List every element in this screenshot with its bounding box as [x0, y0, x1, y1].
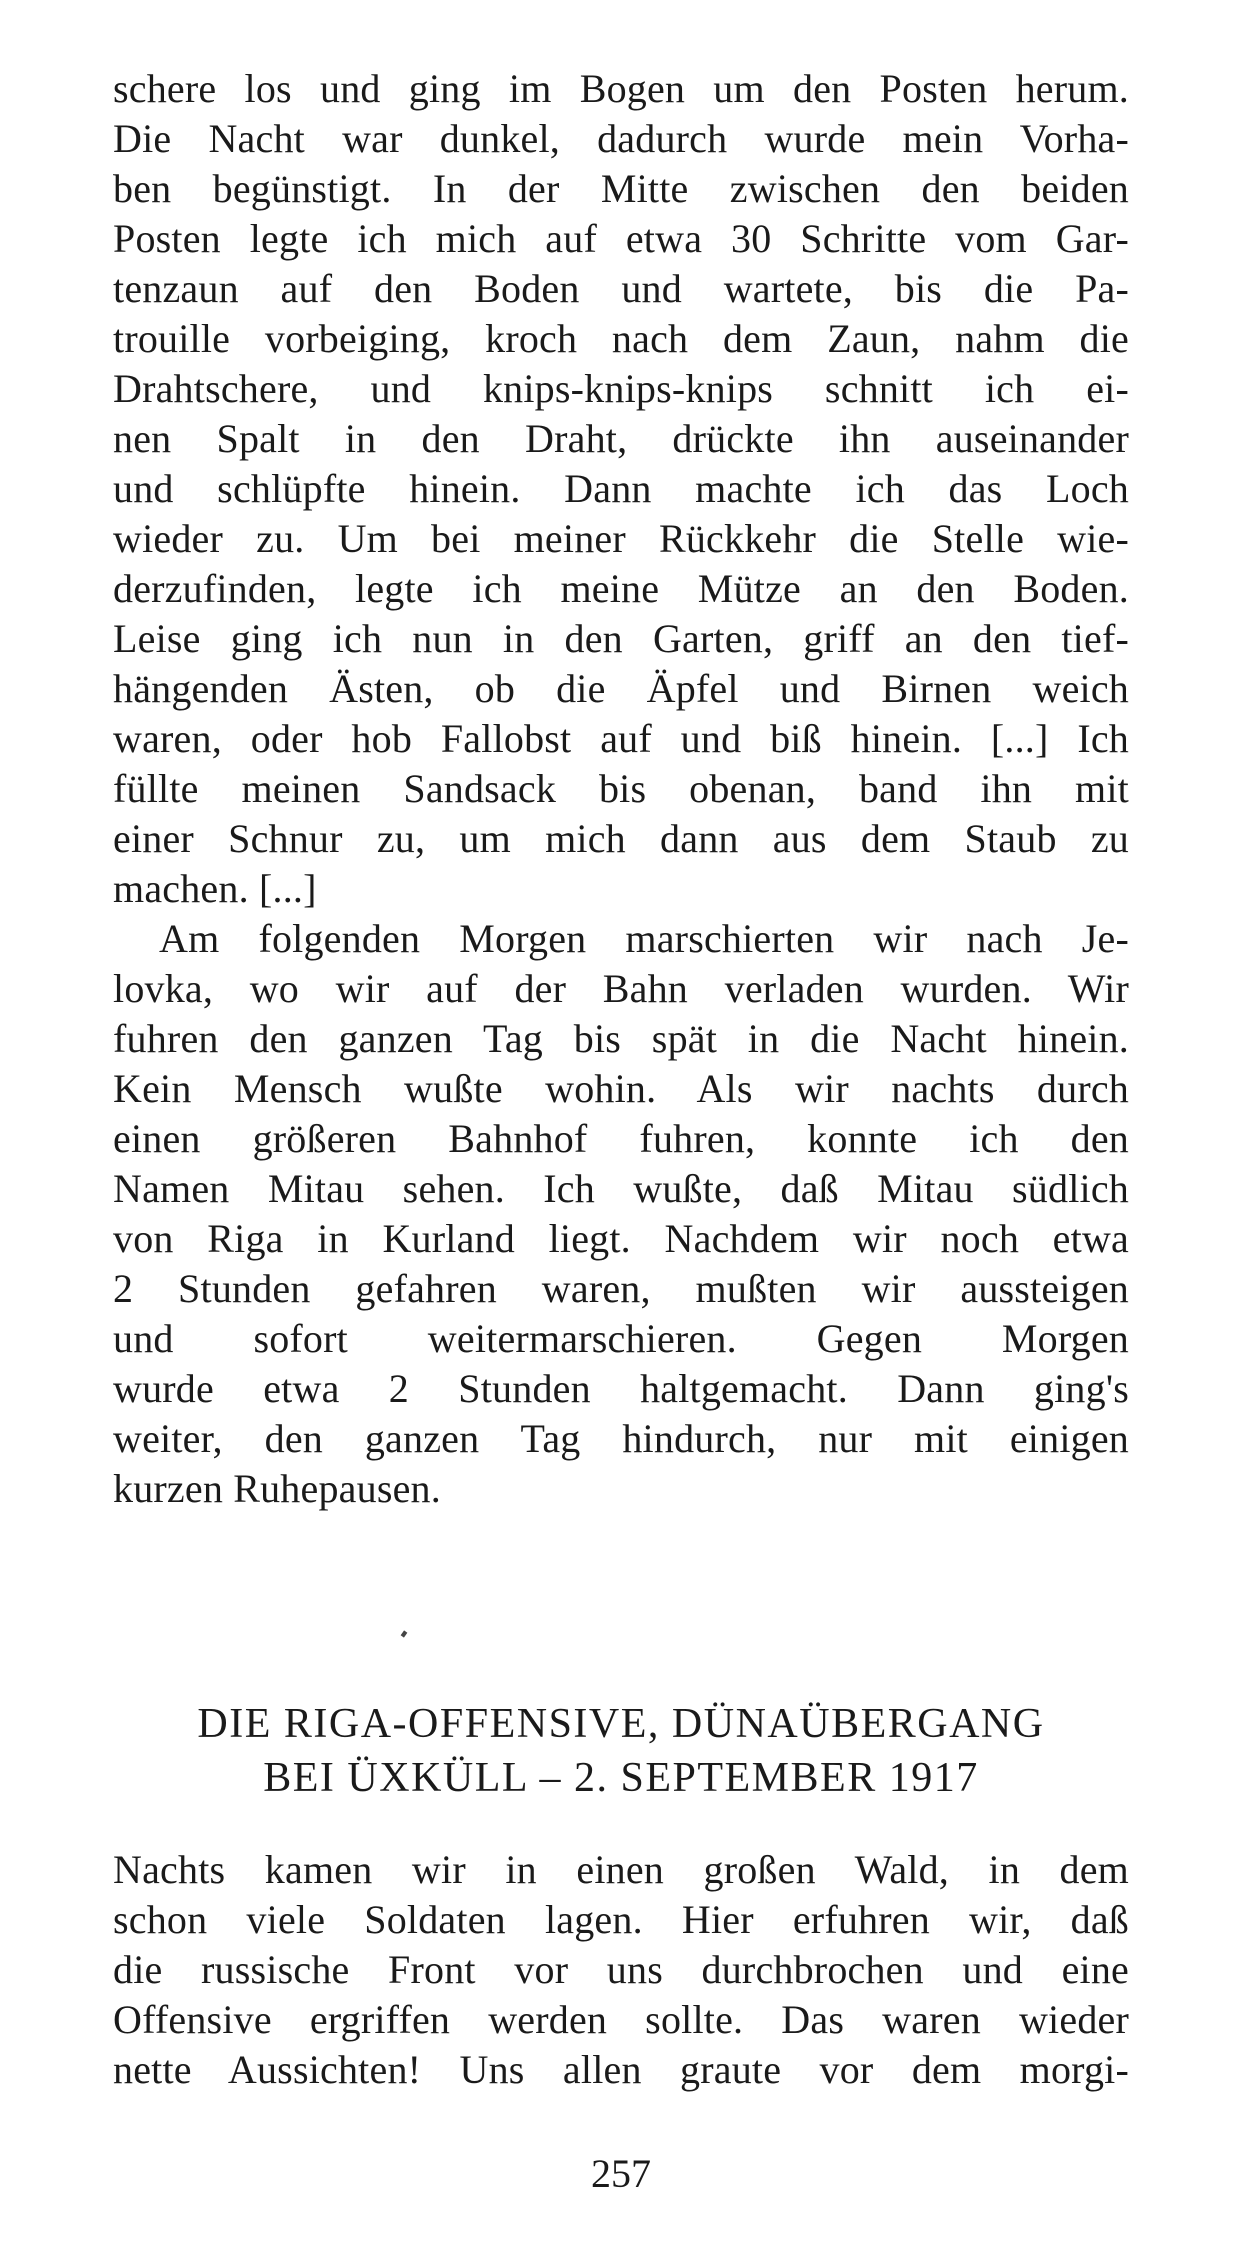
text-line: fuhren den ganzen Tag bis spät in die Nacht hinein.	[113, 1016, 1129, 1061]
text-line: Posten legte ich mich auf etwa 30 Schritte vom Gar-	[113, 216, 1129, 261]
text-line: von Riga in Kurland liegt. Nachdem wir noch etwa	[113, 1216, 1129, 1261]
text-line: Am folgenden Morgen marschierten wir nach Je-	[159, 916, 1129, 961]
text-line: 2 Stunden gefahren waren, mußten wir aussteigen	[113, 1266, 1129, 1311]
text-line: Die Nacht war dunkel, dadurch wurde mein Vorha-	[113, 116, 1129, 161]
book-page	[113, 64, 1129, 2204]
text-line: derzufinden, legte ich meine Mütze an den Boden.	[113, 566, 1129, 611]
text-line: waren, oder hob Fallobst auf und biß hinein. [...] Ich	[113, 716, 1129, 761]
text-line: hängenden Ästen, ob die Äpfel und Birnen weich	[113, 666, 1129, 711]
heading-line: DIE RIGA-OFFENSIVE, DÜNAÜBERGANG	[197, 1701, 1045, 1747]
paragraph-journey	[113, 914, 1129, 1514]
text-line: Leise ging ich nun in den Garten, griff an den tief-	[113, 616, 1129, 661]
text-line: nen Spalt in den Draht, drückte ihn auseinander	[113, 416, 1129, 461]
text-line: und schlüpfte hinein. Dann machte ich das Loch	[113, 466, 1129, 511]
text-line: trouille vorbeiging, kroch nach dem Zaun, nahm die	[113, 316, 1129, 361]
text-line: tenzaun auf den Boden und wartete, bis die Pa-	[113, 266, 1129, 311]
text-line: Offensive ergriffen werden sollte. Das waren wieder	[113, 1997, 1129, 2042]
text-line: die russische Front vor uns durchbrochen und eine	[113, 1947, 1129, 1992]
text-line: Drahtschere, und knips-knips-knips schnitt ich ei-	[113, 366, 1129, 411]
text-line: schere los und ging im Bogen um den Posten herum.	[113, 66, 1129, 111]
text-line: kurzen Ruhepausen.	[113, 1466, 441, 1511]
text-line: ben begünstigt. In der Mitte zwischen den beiden	[113, 166, 1129, 211]
section-heading	[113, 1697, 1129, 1805]
body-text-block	[113, 64, 1129, 1514]
text-line: Namen Mitau sehen. Ich wußte, daß Mitau südlich	[113, 1166, 1129, 1211]
print-speck	[401, 1630, 408, 1637]
text-line: einen größeren Bahnhof fuhren, konnte ich den	[113, 1116, 1129, 1161]
text-line: schon viele Soldaten lagen. Hier erfuhren wir, daß	[113, 1897, 1129, 1942]
text-line: einer Schnur zu, um mich dann aus dem Staub zu	[113, 816, 1129, 861]
text-line: wieder zu. Um bei meiner Rückkehr die Stelle wie-	[113, 516, 1129, 561]
text-line: wurde etwa 2 Stunden haltgemacht. Dann ging's	[113, 1366, 1129, 1411]
page-number: 257	[591, 2151, 651, 2196]
text-line: machen. [...]	[113, 866, 317, 911]
text-line: weiter, den ganzen Tag hindurch, nur mit einigen	[113, 1416, 1129, 1461]
text-line: lovka, wo wir auf der Bahn verladen wurden. Wir	[113, 966, 1129, 1011]
heading-line: BEI ÜXKÜLL – 2. SEPTEMBER 1917	[263, 1755, 979, 1801]
text-line: und sofort weitermarschieren. Gegen Morgen	[113, 1316, 1129, 1361]
text-line: Nachts kamen wir in einen großen Wald, in dem	[113, 1847, 1129, 1892]
text-line: füllte meinen Sandsack bis obenan, band ihn mit	[113, 766, 1129, 811]
text-line: nette Aussichten! Uns allen graute vor dem morgi-	[113, 2047, 1129, 2092]
paragraph-continuation	[113, 64, 1129, 914]
text-line: Kein Mensch wußte wohin. Als wir nachts durch	[113, 1066, 1129, 1111]
paragraph-new-section	[113, 1845, 1129, 2095]
